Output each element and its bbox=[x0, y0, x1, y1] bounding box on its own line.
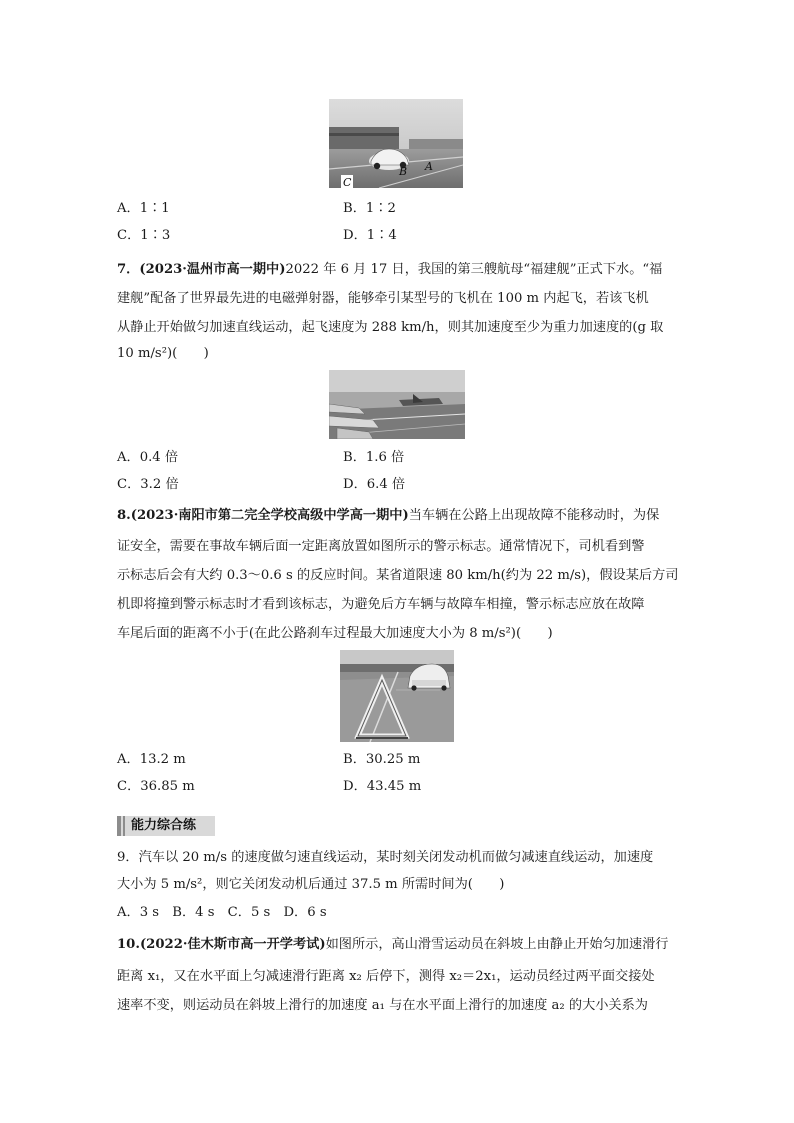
q8-line3: 示标志后会有大约 0.3～0.6 s 的反应时间。某省道限速 80 km/h(约为 22 m/s)，假设某后方司 bbox=[117, 568, 679, 583]
q10-line1-text: 如图所示，高山滑雪运动员在斜坡上由静止开始匀加速滑行 bbox=[325, 937, 669, 952]
q10-line1 bbox=[117, 936, 668, 954]
section-marker bbox=[117, 816, 121, 836]
figure-label-b: B bbox=[399, 165, 408, 178]
q7-source: 7．(2023·温州市高一期中) bbox=[117, 262, 286, 277]
q7-line2: 建舰”配备了世界最先进的电磁弹射器，能够牵引某型号的飞机在 100 m 内起飞，若该飞机 bbox=[117, 291, 649, 306]
q8-source: 8.(2023·南阳市第二完全学校高级中学高一期中) bbox=[117, 508, 409, 523]
q9-line2: 大小为 5 m/s²，则它关闭发动机后通过 37.5 m 所需时间为( ) bbox=[117, 877, 505, 892]
q8-option-b[interactable]: B．30.25 m bbox=[343, 752, 421, 767]
q9-options[interactable]: A．3 s B．4 s C．5 s D．6 s bbox=[117, 905, 327, 920]
q7-line1 bbox=[117, 261, 662, 279]
q6-option-c[interactable]: C．1∶3 bbox=[117, 228, 171, 243]
q6-option-d[interactable]: D．1∶4 bbox=[343, 228, 397, 243]
q8-line1 bbox=[117, 507, 659, 525]
aircraft-carrier-photo bbox=[329, 370, 465, 439]
q7-option-c[interactable]: C．3.2 倍 bbox=[117, 477, 179, 492]
q8-option-d[interactable]: D．43.45 m bbox=[343, 779, 422, 794]
q8-line4: 机即将撞到警示标志时才看到该标志，为避免后方车辆与故障车相撞，警示标志应放在故障 bbox=[117, 597, 645, 612]
car-road-photo bbox=[329, 99, 463, 188]
warning-triangle-photo bbox=[340, 650, 454, 742]
section-title: 能力综合练 bbox=[131, 818, 197, 833]
q7-option-a[interactable]: A．0.4 倍 bbox=[117, 450, 179, 465]
q6-option-b[interactable]: B．1∶2 bbox=[343, 201, 396, 216]
q8-option-a[interactable]: A．13.2 m bbox=[117, 752, 186, 767]
q8-line2: 证安全，需要在事故车辆后面一定距离放置如图所示的警示标志。通常情况下，司机看到警 bbox=[117, 539, 645, 554]
q6-option-a[interactable]: A．1∶1 bbox=[117, 201, 170, 216]
q10-line3: 速率不变，则运动员在斜坡上滑行的加速度 a₁ 与在水平面上滑行的加速度 a₂ 的大小关系为 bbox=[117, 998, 648, 1013]
q10-source: 10.(2022·佳木斯市高一开学考试) bbox=[117, 937, 326, 952]
section-marker-thin bbox=[123, 816, 125, 836]
figure-label-a: A bbox=[425, 160, 433, 173]
q7-line3: 从静止开始做匀加速直线运动，起飞速度为 288 km/h，则其加速度至少为重力加速度的(g 取 bbox=[117, 320, 664, 335]
q8-line5: 车尾后面的距离不小于(在此公路刹车过程最大加速度大小为 8 m/s²)( ) bbox=[117, 626, 553, 641]
q7-option-d[interactable]: D．6.4 倍 bbox=[343, 477, 406, 492]
figure-label-c: C bbox=[343, 176, 352, 188]
q7-line4: 10 m/s²)( ) bbox=[117, 346, 209, 361]
q9-line1: 9．汽车以 20 m/s 的速度做匀速直线运动，某时刻关闭发动机而做匀减速直线运动，加速度 bbox=[117, 850, 654, 865]
q7-option-b[interactable]: B．1.6 倍 bbox=[343, 450, 405, 465]
q10-line2: 距离 x₁，又在水平面上匀减速滑行距离 x₂ 后停下，测得 x₂＝2x₁，运动员经过两平面交接处 bbox=[117, 969, 655, 984]
section-header bbox=[117, 816, 215, 836]
q7-line1-text: 2022 年 6 月 17 日，我国的第三艘航母“福建舰”正式下水。“福 bbox=[285, 262, 663, 277]
q8-line1-text: 当车辆在公路上出现故障不能移动时，为保 bbox=[408, 508, 660, 523]
q8-option-c[interactable]: C．36.85 m bbox=[117, 779, 195, 794]
